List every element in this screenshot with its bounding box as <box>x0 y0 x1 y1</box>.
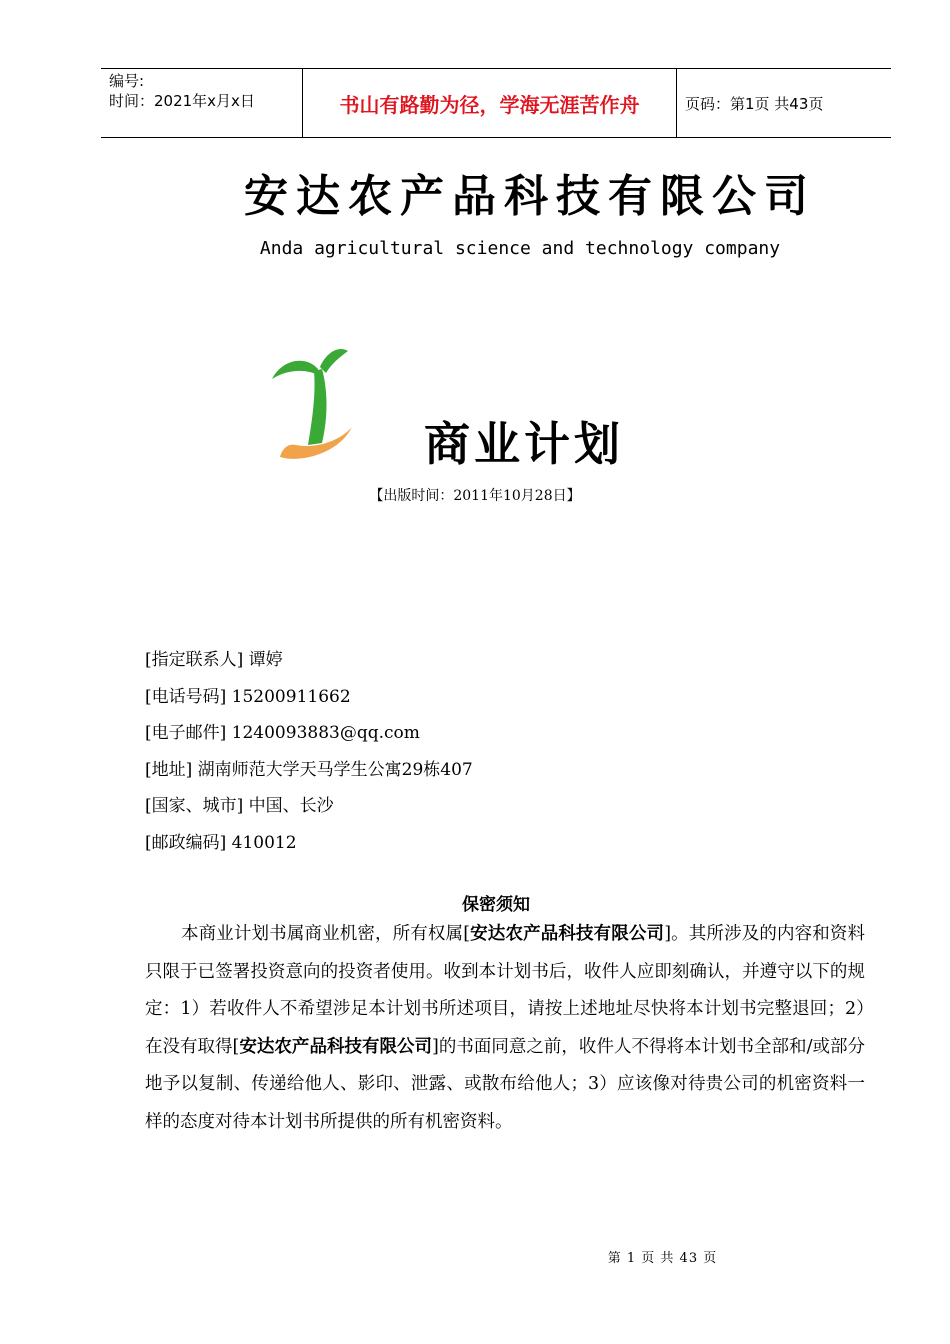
contact-phone: [电话号码] 15200911662 <box>145 686 351 707</box>
sprout-logo-icon <box>268 345 358 460</box>
notice-text-3: ]的书面同意之前，收件人不得将本计划书全部和/或部分地予以复制、传递给他人、影印、泄露、或散布给他人；3）应该像对待贵公司的机密资料一样的态度对待本计划书所提供的所有机密资料。 <box>145 1036 865 1132</box>
contact-email: [电子邮件] 1240093883@qq.com <box>145 723 420 744</box>
contact-postcode: [邮政编码] 410012 <box>145 832 297 853</box>
company-name-en: Anda agricultural science and technology company <box>259 238 781 259</box>
contact-country-city: [国家、城市] 中国、长沙 <box>145 796 334 817</box>
page-footer: 第 1 页 共 43 页 <box>607 1251 718 1266</box>
company-name-cn: 安达农产品科技有限公司 <box>244 171 816 222</box>
time-label: 时间：2021年x月x日 <box>109 92 255 110</box>
contact-list <box>145 642 473 862</box>
header-left-cell <box>101 69 303 137</box>
header-page-info: 页码：第1页 共43页 <box>685 94 824 113</box>
notice-text-2: ]。其所涉及的内容和资料只限于已签署投资意向的投资者使用。收到本计划书后，收件人应即刻确认，并遵守以下的规定：1）若收件人不希望涉足本计划书所述项目，请按上述地址尽快将本计划书完整退回；2）在没有取得[ <box>145 924 866 1057</box>
notice-company-2: 安达农产品科技有限公司 <box>239 1036 433 1057</box>
number-label: 编号: <box>109 72 145 90</box>
contact-address: [地址] 湖南师范大学天马学生公寓29栋407 <box>145 759 473 780</box>
notice-company-1: 安达农产品科技有限公司 <box>470 924 665 944</box>
notice-paragraph <box>145 916 865 1141</box>
header-table <box>101 68 891 138</box>
motto: 书山有路勤为径，学海无涯苦作舟 <box>303 69 677 137</box>
notice-text-1: 本商业计划书属商业机密，所有权属[ <box>181 924 471 944</box>
publish-date: 【出版时间：2011年10月28日】 <box>369 488 581 504</box>
contact-person: [指定联系人] 谭婷 <box>145 650 283 670</box>
document-title: 商业计划 <box>424 417 624 471</box>
notice-title: 保密须知 <box>462 895 530 915</box>
